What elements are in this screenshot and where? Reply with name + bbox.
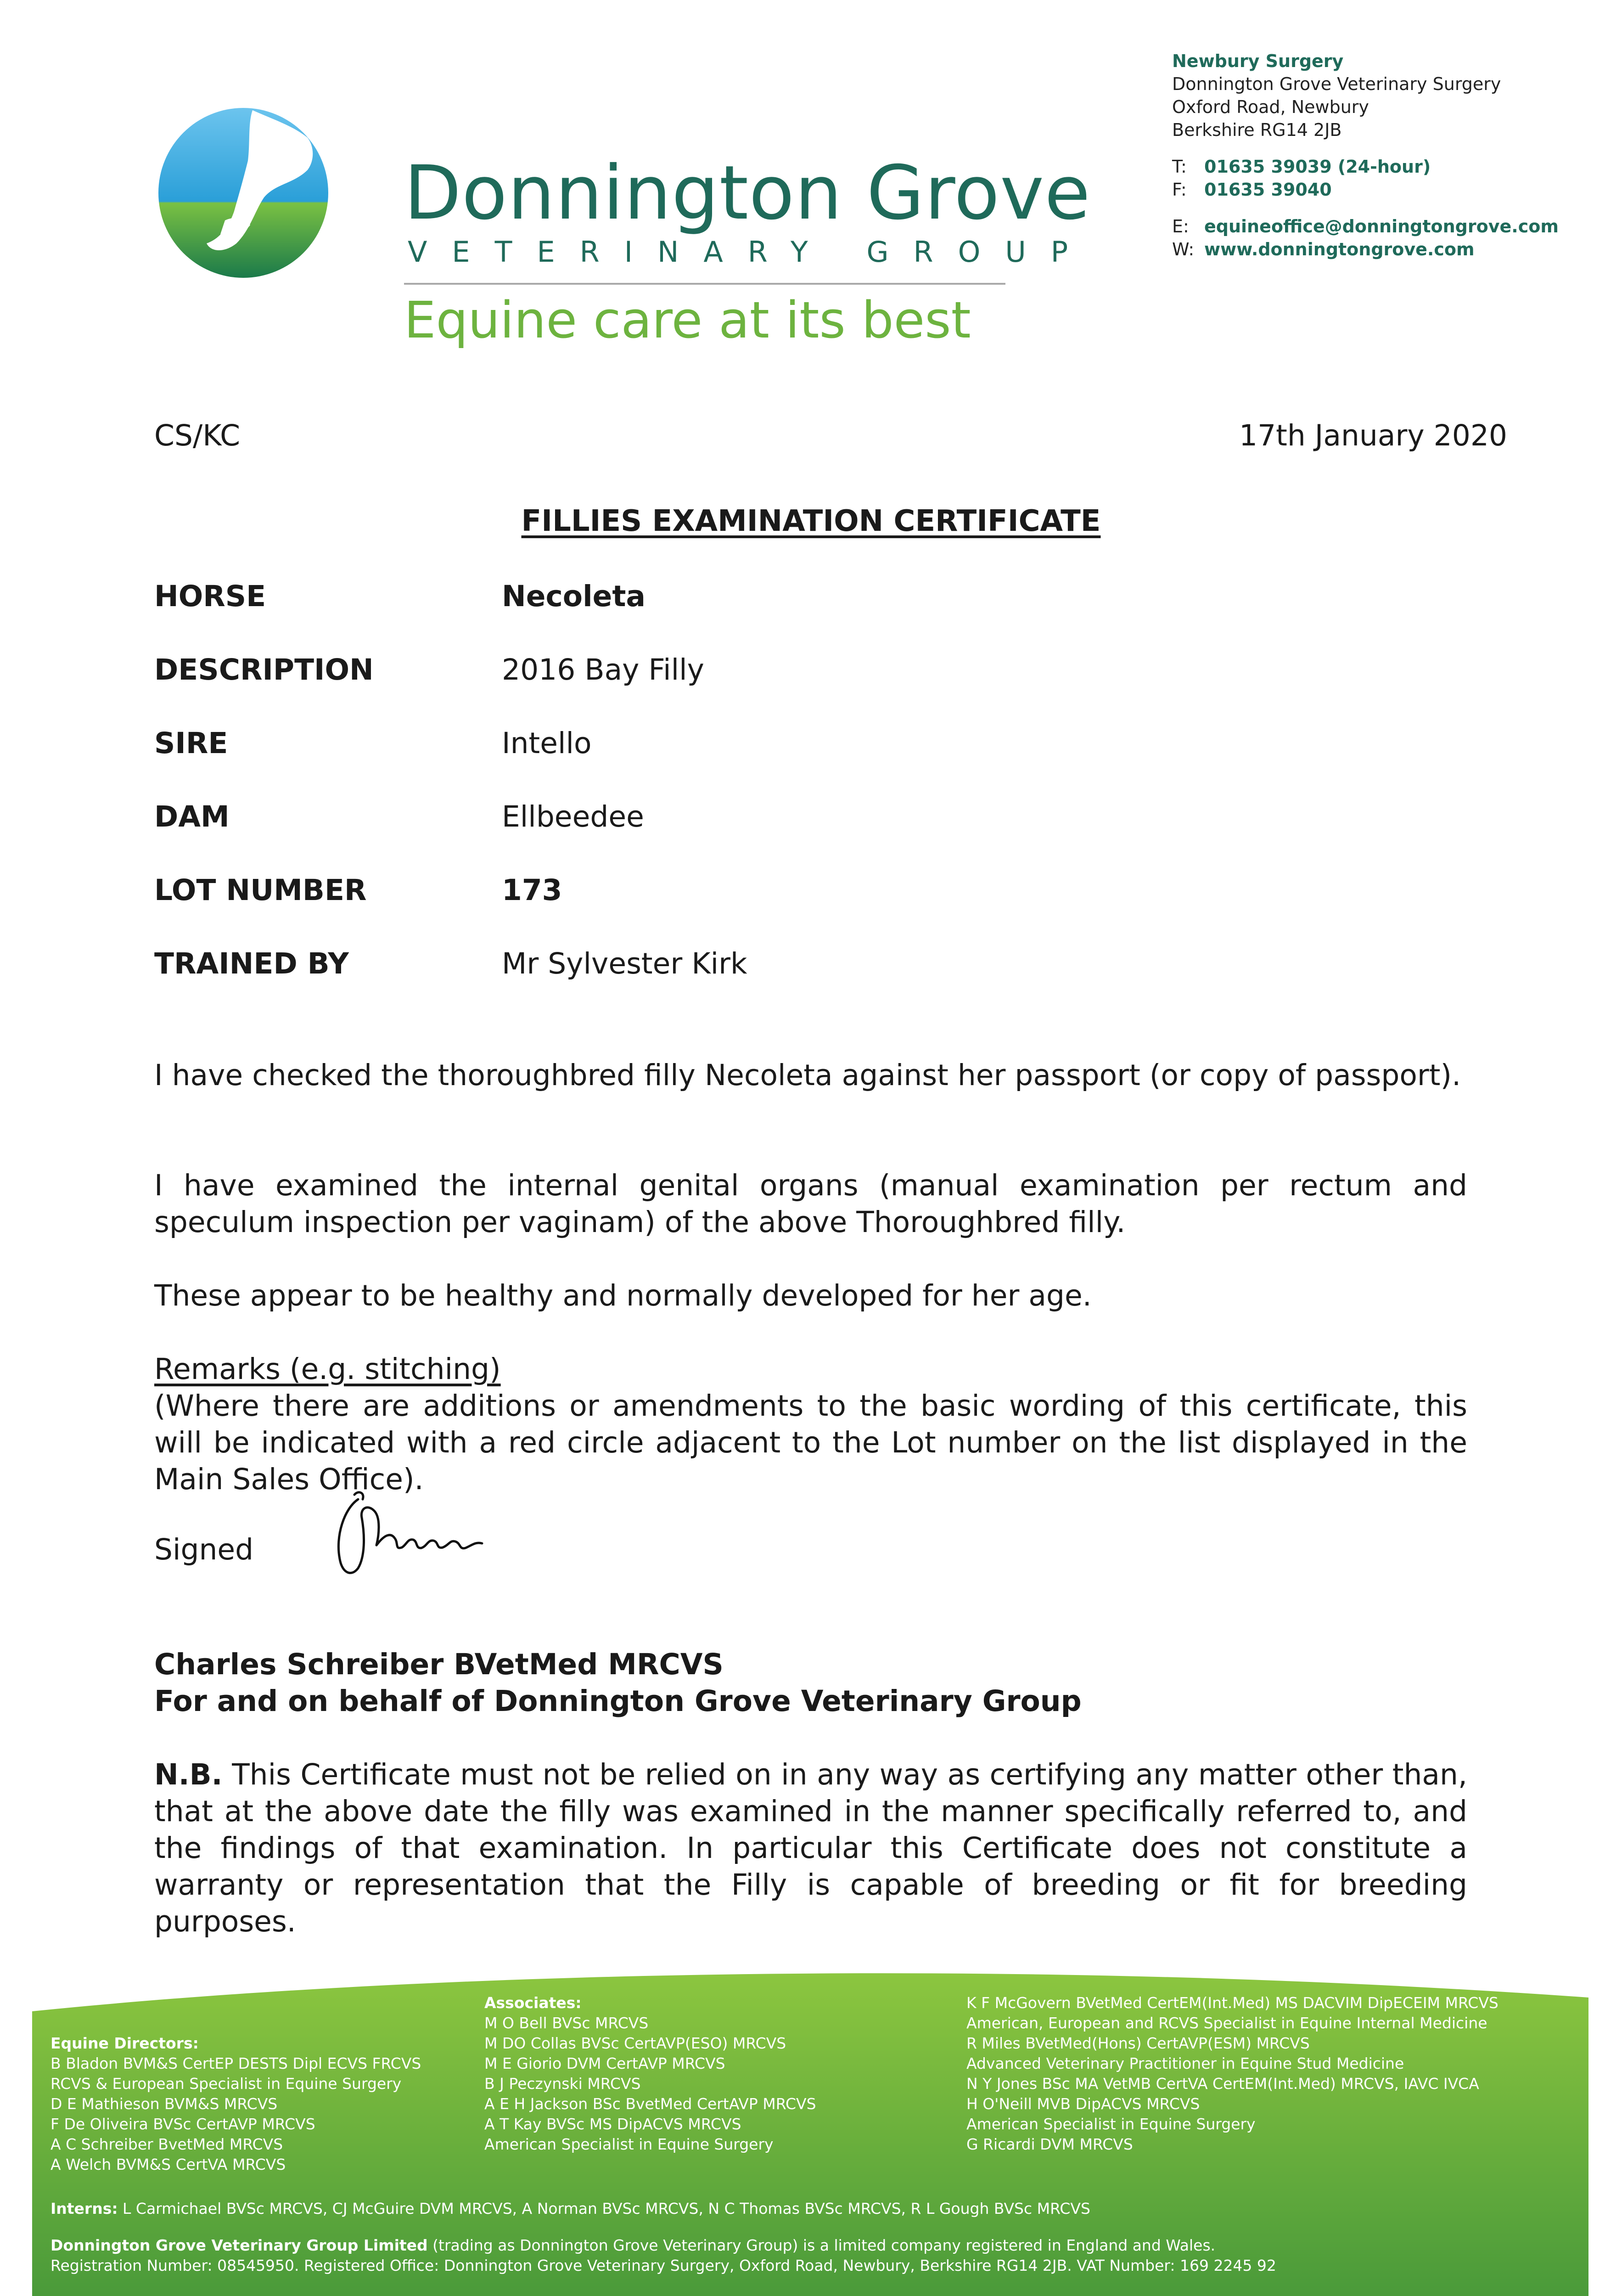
associate: H O'Neill MVB DipACVS MRCVS (966, 2095, 1200, 2113)
field-value: Intello (502, 726, 592, 760)
examination-paragraph: I have examined the internal genital organs (manual examination per rectum and speculum inspection per vaginam) of the above Thoroughbred filly. (154, 1169, 1467, 1239)
associates-heading: Associates: (484, 1994, 582, 2012)
remarks-section (154, 1351, 1467, 1498)
email-row (1172, 215, 1559, 238)
director: F De Oliveira BVSc CertAVP MRCVS (51, 2115, 315, 2133)
interns-line (51, 2199, 1090, 2219)
associate: R Miles BVetMed(Hons) CertAVP(ESM) MRCVS (966, 2034, 1310, 2052)
brand-name: Donnington Grove (404, 150, 1091, 236)
associate: American Specialist in Equine Surgery (484, 2135, 774, 2153)
field-label: TRAINED BY (154, 947, 349, 980)
document-date: 17th January 2020 (1239, 419, 1507, 452)
associate: Advanced Veterinary Practitioner in Equine Stud Medicine (966, 2054, 1404, 2072)
remarks-heading: Remarks (e.g. stitching) (154, 1352, 501, 1386)
brand-tagline: Equine care at its best (404, 291, 971, 349)
company-line (51, 2235, 1215, 2256)
surgery-name: Newbury Surgery (1172, 51, 1344, 71)
field-value: 2016 Bay Filly (502, 653, 704, 687)
address-line: Oxford Road, Newbury (1172, 97, 1369, 117)
brand-logo (156, 106, 331, 280)
associate: B J Peczynski MRCVS (484, 2075, 641, 2093)
field-label: SIRE (154, 726, 228, 760)
director: RCVS & European Specialist in Equine Surgery (51, 2075, 402, 2093)
signed-label: Signed (154, 1533, 254, 1566)
field-value: Ellbeedee (502, 800, 644, 833)
director: A Welch BVM&S CertVA MRCVS (51, 2155, 286, 2173)
telephone-number: 01635 39039 (24-hour) (1204, 157, 1431, 177)
associate: M O Bell BVSc MRCVS (484, 2014, 649, 2032)
registration-line: Registration Number: 08545950. Registered Office: Donnington Grove Veterinary Surgery, Oxford Road, Newbury, Berkshire RG14 2JB. VAT Number: 169 2245 92 (51, 2257, 1276, 2274)
associate: American, European and RCVS Specialist in Equine Internal Medicine (966, 2014, 1487, 2032)
findings-paragraph: These appear to be healthy and normally developed for her age. (154, 1279, 1092, 1312)
signer-name: Charles Schreiber BVetMed MRCVS (154, 1648, 724, 1681)
associate: K F McGovern BVetMed CertEM(Int.Med) MS DACVIM DipECEIM MRCVS (966, 1994, 1499, 2012)
address-line: Donnington Grove Veterinary Surgery (1172, 74, 1501, 94)
associate: American Specialist in Equine Surgery (966, 2115, 1256, 2133)
telephone-label: T: (1172, 157, 1187, 177)
email-label: E: (1172, 216, 1189, 236)
field-value: Necoleta (502, 580, 646, 613)
associate: M E Giorio DVM CertAVP MRCVS (484, 2054, 725, 2072)
associates-list (484, 1993, 816, 2155)
fax-row (1172, 178, 1559, 201)
field-label: HORSE (154, 580, 266, 613)
brand-divider (404, 283, 1005, 285)
website-label: W: (1172, 239, 1195, 259)
reference: CS/KC (154, 419, 241, 452)
footer-band (0, 1961, 1622, 2296)
field-label: DESCRIPTION (154, 653, 374, 687)
disclaimer-text: This Certificate must not be relied on in any way as certifying any matter other than, that at the above date the filly was examined in the manner specifically referred to, and the findings of that examination. In particular this Certificate does not constitute a warranty or representation that the Filly is capable of breeding or fit for breeding purposes. (154, 1758, 1467, 1938)
field-label: DAM (154, 800, 230, 833)
brand-subtitle: VETERINARY GROUP (408, 235, 1093, 269)
website-row (1172, 238, 1559, 261)
certificate-title-text: FILLIES EXAMINATION CERTIFICATE (521, 504, 1101, 538)
disclaimer-label: N.B. (154, 1758, 223, 1791)
certificate-title (0, 504, 1622, 538)
website-url: www.donningtongrove.com (1204, 239, 1475, 259)
field-value: Mr Sylvester Kirk (502, 947, 747, 980)
disclaimer-paragraph (154, 1756, 1467, 1940)
email-address: equineoffice@donningtongrove.com (1204, 216, 1559, 236)
contact-block (1172, 50, 1559, 261)
fax-number: 01635 39040 (1204, 180, 1332, 200)
address-line: Berkshire RG14 2JB (1172, 120, 1342, 140)
interns-label: Interns: (51, 2200, 118, 2217)
field-value: 173 (502, 873, 562, 907)
director: D E Mathieson BVM&S MRCVS (51, 2095, 278, 2113)
associate: A E H Jackson BSc BvetMed CertAVP MRCVS (484, 2095, 816, 2113)
associates-list-2 (966, 1993, 1499, 2155)
associate: M DO Collas BVSc CertAVP(ESO) MRCVS (484, 2034, 786, 2052)
interns-list: L Carmichael BVSc MRCVS, CJ McGuire DVM MRCVS, A Norman BVSc MRCVS, N C Thomas BVSc MRCVS, R L Gough BVSc MRCVS (123, 2200, 1090, 2217)
remarks-text: (Where there are additions or amendments to the basic wording of this certificate, this will be indicated with a red circle adjacent to the Lot number on the list displayed in the Main Sales Office). (154, 1389, 1467, 1496)
telephone-row (1172, 155, 1559, 178)
directors-list (51, 2033, 421, 2175)
signatory-block (154, 1646, 1082, 1720)
director: A C Schreiber BvetMed MRCVS (51, 2135, 283, 2153)
associate: G Ricardi DVM MRCVS (966, 2135, 1133, 2153)
company-name: Donnington Grove Veterinary Group Limited (51, 2236, 428, 2254)
company-text: (trading as Donnington Grove Veterinary Group) is a limited company registered in England and Wales. (432, 2236, 1216, 2254)
associate: N Y Jones BSc MA VetMB CertVA CertEM(Int.Med) MRCVS, IAVC IVCA (966, 2075, 1479, 2093)
field-label: LOT NUMBER (154, 873, 367, 907)
signature (326, 1481, 491, 1591)
fax-label: F: (1172, 180, 1187, 200)
director: B Bladon BVM&S CertEP DESTS Dipl ECVS FRCVS (51, 2054, 421, 2072)
passport-check-paragraph: I have checked the thoroughbred filly Necoleta against her passport (or copy of passport). (154, 1058, 1461, 1092)
directors-heading: Equine Directors: (51, 2034, 199, 2052)
associate: A T Kay BVSc MS DipACVS MRCVS (484, 2115, 741, 2133)
signer-behalf: For and on behalf of Donnington Grove Veterinary Group (154, 1684, 1082, 1718)
